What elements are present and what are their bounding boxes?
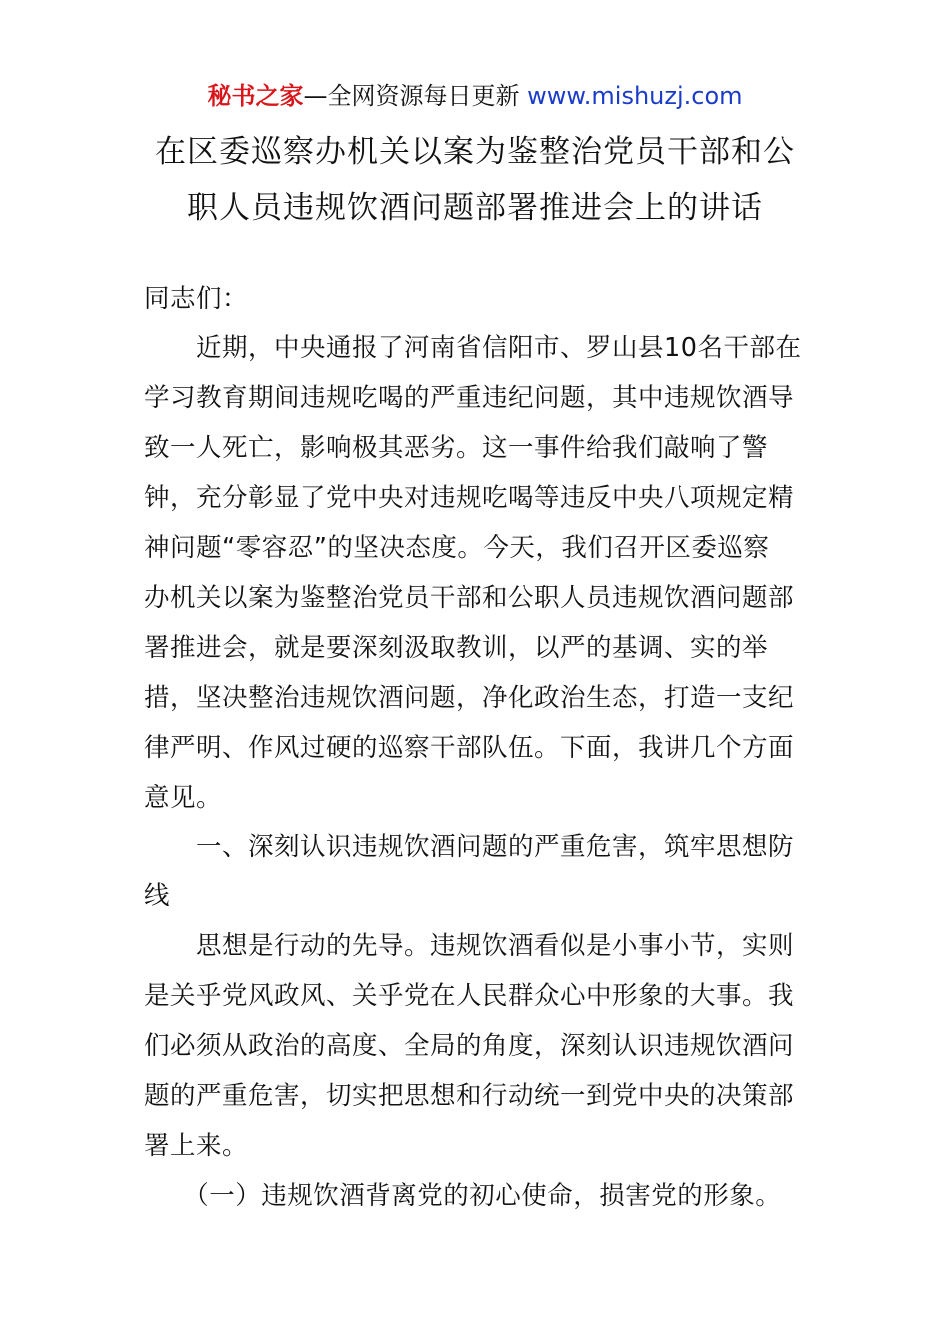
body-line: 思想是行动的先导。违规饮酒看似是小事小节，实则 (144, 931, 795, 961)
body-line: 署上来。 (144, 1131, 249, 1161)
body-line: 署推进会，就是要深刻汲取教训，以严的基调、实的举 (144, 633, 769, 663)
subsection-heading: （一）违规饮酒背离党的初心使命，损害党的形象。 (144, 1181, 782, 1211)
site-tagline: —全网资源每日更新 (303, 82, 528, 110)
body-line: 致一人死亡，影响极其恶劣。这一事件给我们敲响了警 (144, 433, 769, 463)
body-line: 们必须从政治的高度、全局的角度，深刻认识违规饮酒问 (144, 1031, 795, 1061)
body-line: 近期，中央通报了河南省信阳市、罗山县10名干部在 (144, 333, 802, 363)
site-header (0, 80, 950, 112)
body-line: 办机关以案为鉴整治党员干部和公职人员违规饮酒问题部 (144, 583, 795, 613)
body-line: 律严明、作风过硬的巡察干部队伍。下面，我讲几个方面 (144, 733, 795, 763)
body-line: 意见。 (144, 783, 223, 813)
body-line: 题的严重危害，切实把思想和行动统一到党中央的决策部 (144, 1081, 795, 1111)
document-title (100, 124, 850, 236)
body-line: 措，坚决整治违规饮酒问题，净化政治生态，打造一支纪 (144, 683, 795, 713)
body-line: 是关乎党风政风、关乎党在人民群众心中形象的大事。我 (144, 981, 795, 1011)
title-line-2: 职人员违规饮酒问题部署推进会上的讲话 (187, 190, 763, 226)
section-heading: 一、深刻认识违规饮酒问题的严重危害，筑牢思想防 (144, 832, 795, 862)
body-line: 神问题“零容忍”的坚决态度。今天，我们召开区委巡察 (144, 533, 770, 563)
salutation: 同志们： (144, 284, 249, 314)
body-line: 钟，充分彰显了党中央对违规吃喝等违反中央八项规定精 (144, 483, 795, 513)
site-url-link[interactable]: www.mishuzj.com (527, 82, 743, 110)
section-heading: 线 (144, 881, 171, 911)
title-line-1: 在区委巡察办机关以案为鉴整治党员干部和公 (155, 134, 795, 170)
body-line: 学习教育期间违规吃喝的严重违纪问题，其中违规饮酒导 (144, 383, 795, 413)
site-brand: 秘书之家 (207, 82, 304, 110)
